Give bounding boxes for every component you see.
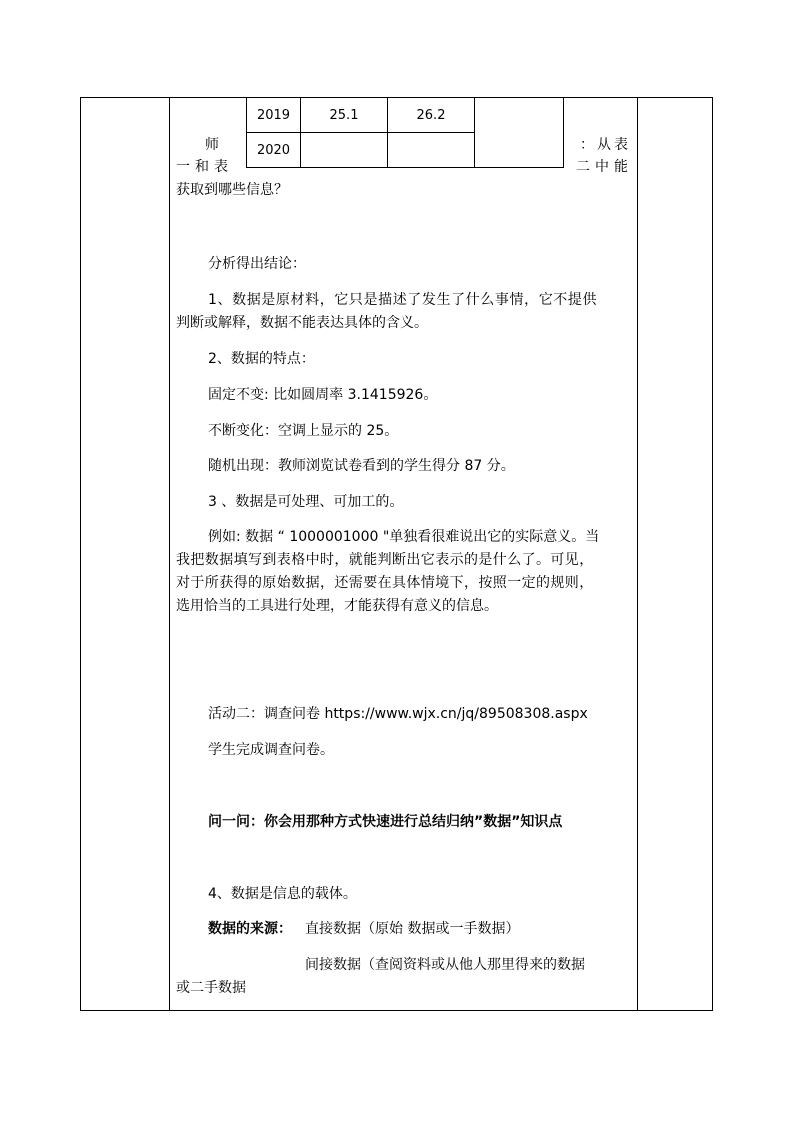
question-left-1: 师 bbox=[205, 137, 219, 153]
point-4: 4、数据是信息的载体。 bbox=[208, 886, 357, 902]
conclusion-title: 分析得出结论： bbox=[208, 256, 306, 272]
point-2: 2、数据的特点： bbox=[208, 351, 315, 367]
data-table bbox=[246, 97, 564, 168]
table-cell: 2020 bbox=[247, 133, 301, 168]
example-line-2: 我把数据填写到表格中时，就能判断出它表示的是什么了。可见， bbox=[176, 552, 594, 568]
point-1-line-2: 判断或解释，数据不能表达具体的含义。 bbox=[176, 315, 428, 331]
example-line-3: 对于所获得的原始数据，还需要在具体情境下，按照一定的规则， bbox=[176, 575, 594, 591]
example-line-4: 选用恰当的工具进行处理，才能获得有意义的信息。 bbox=[176, 598, 498, 614]
table-cell: 25.1 bbox=[301, 98, 388, 133]
question-line-3: 获取到哪些信息？ bbox=[176, 182, 288, 198]
point-3: 3 、数据是可处理、可加工的。 bbox=[208, 494, 404, 510]
source-label: 数据的来源： bbox=[208, 921, 292, 937]
table-cell: 2019 bbox=[247, 98, 301, 133]
table-cell bbox=[388, 133, 475, 168]
question-right-2: 二中能 bbox=[576, 159, 633, 175]
students-complete: 学生完成调查问卷。 bbox=[208, 742, 334, 758]
source-direct: 直接数据（原始 数据或一手数据） bbox=[305, 921, 520, 937]
table-cell bbox=[301, 133, 388, 168]
question-prompt: 问一问：你会用那种方式快速进行总结归纳”数据”知识点 bbox=[208, 814, 563, 830]
point-1-line-1: 1、数据是原材料，它只是描述了发生了什么事情，它不提供 bbox=[208, 292, 598, 308]
source-indirect: 间接数据（查阅资料或从他人那里得来的数据 bbox=[305, 957, 585, 973]
activity-two: 活动二：调查问卷 https://www.wjx.cn/jq/89508308.aspx bbox=[208, 706, 588, 722]
column-divider-right bbox=[637, 97, 638, 1011]
source-indirect-cont: 或二手数据 bbox=[176, 980, 246, 996]
table-row bbox=[247, 98, 564, 133]
table-cell: 26.2 bbox=[388, 98, 475, 133]
table-cell bbox=[475, 98, 564, 168]
column-divider-left bbox=[169, 97, 170, 1011]
feature-changing: 不断变化：空调上显示的 25。 bbox=[208, 423, 399, 439]
question-right-1: ：从表 bbox=[580, 137, 631, 153]
feature-fixed: 固定不变: 比如圆周率 3.1415926。 bbox=[208, 387, 438, 403]
example-line-1: 例如: 数据 “ 1000001000 "单独看很难说出它的实际意义。当 bbox=[208, 529, 600, 545]
question-left-2: 一和表 bbox=[176, 159, 233, 175]
feature-random: 随机出现：教师浏览试卷看到的学生得分 87 分。 bbox=[208, 458, 515, 474]
